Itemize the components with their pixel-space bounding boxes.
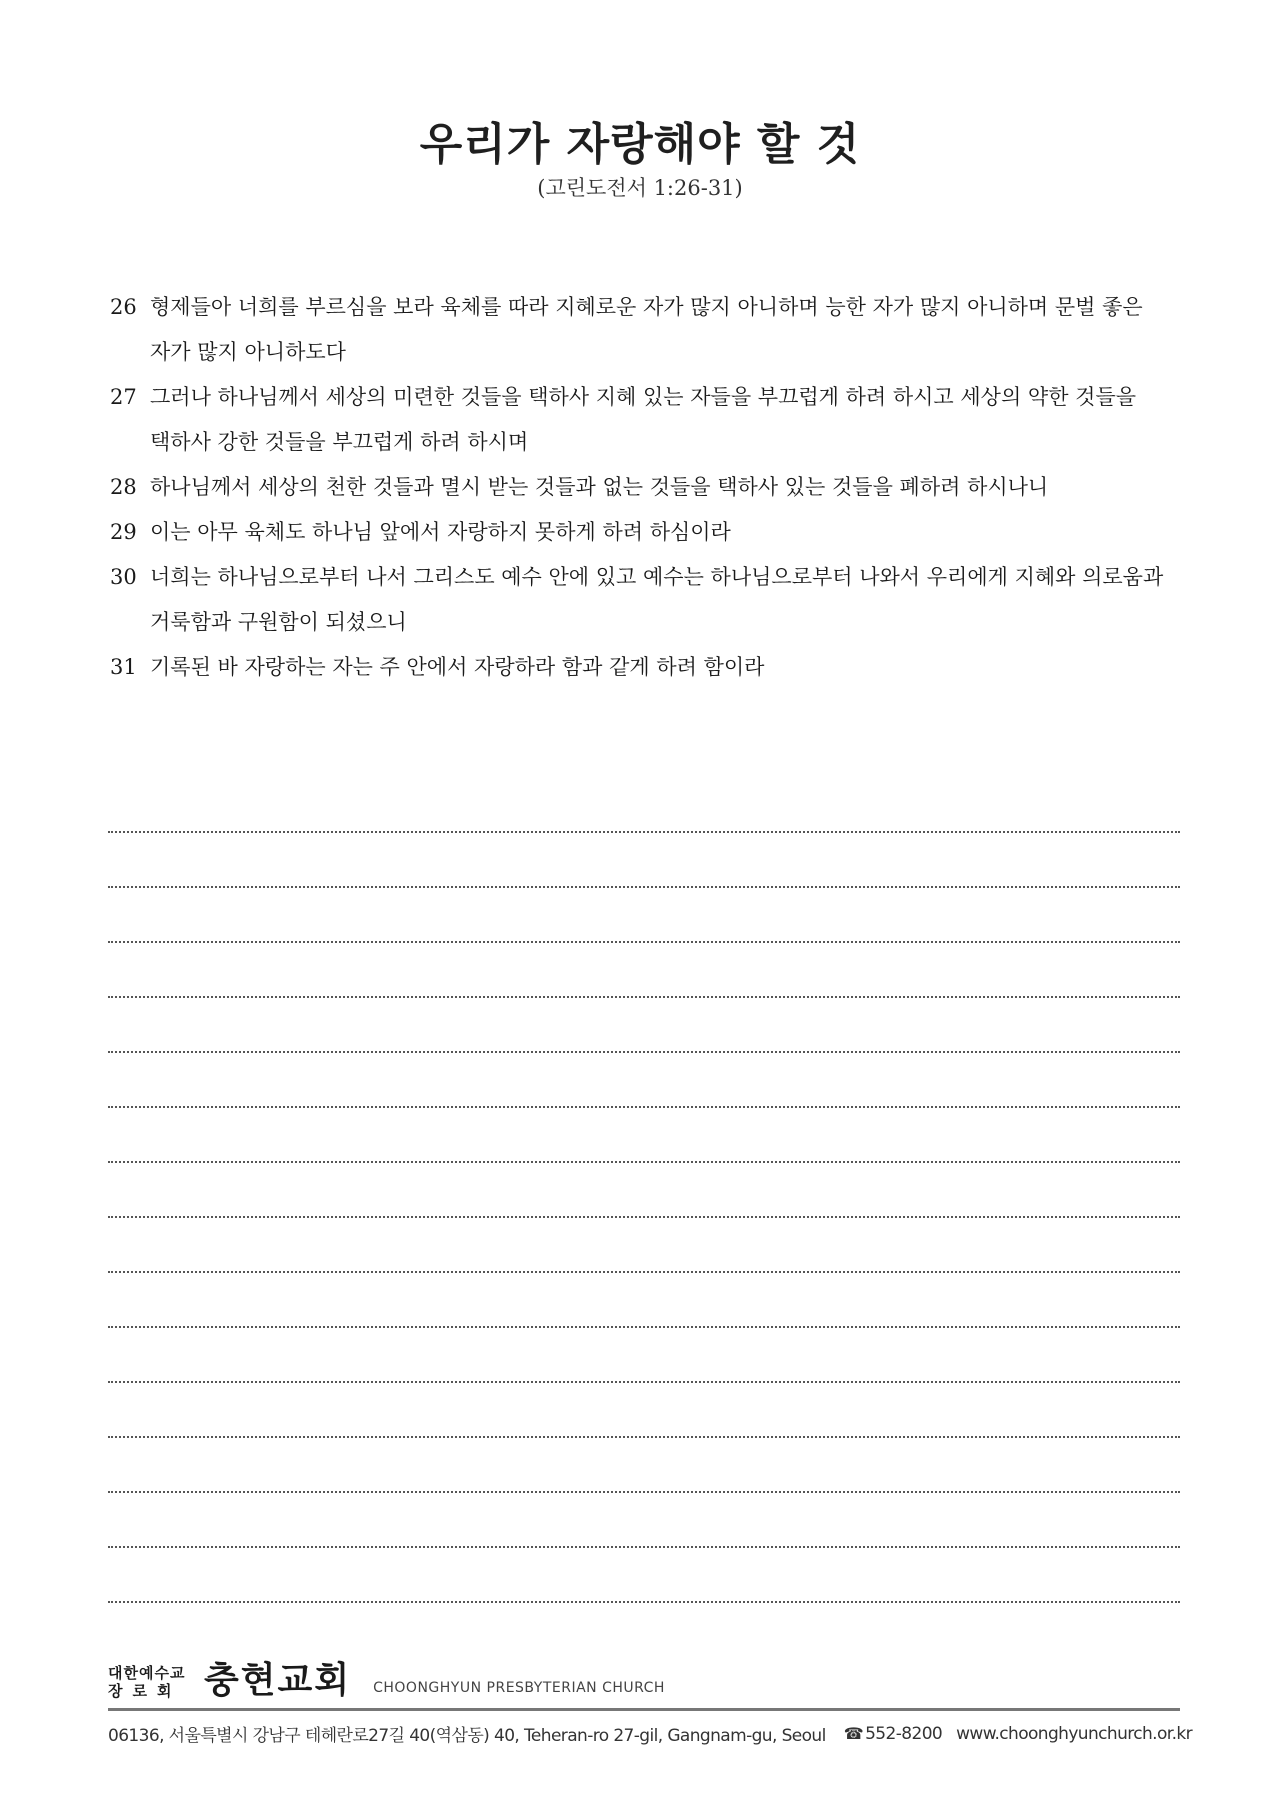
verse-text: 형제들아 너희를 부르심을 보라 육체를 따라 지혜로운 자가 많지 아니하며 능한 자가 많지 아니하며 문벌 좋은 자가 많지 아니하도다 [150, 295, 1143, 364]
verse-list [110, 285, 1180, 690]
note-line[interactable] [108, 888, 1180, 943]
note-line[interactable] [108, 1053, 1180, 1108]
note-line[interactable] [108, 1163, 1180, 1218]
note-line[interactable] [108, 778, 1180, 833]
denomination-label [108, 1664, 196, 1700]
verse-28 [110, 465, 1180, 510]
phone [844, 1724, 942, 1744]
note-line[interactable] [108, 943, 1180, 998]
document-title: 우리가 자랑해야 할 것 [419, 119, 861, 170]
footer [108, 1640, 1193, 1746]
note-lines [108, 778, 1180, 1603]
church-name: 충현교회 [204, 1659, 352, 1701]
note-line[interactable] [108, 1493, 1180, 1548]
note-line[interactable] [108, 1108, 1180, 1163]
verse-text: 이는 아무 육체도 하나님 앞에서 자랑하지 못하게 하려 하심이라 [150, 520, 731, 544]
note-line[interactable] [108, 1218, 1180, 1273]
verse-text: 그러나 하나님께서 세상의 미련한 것들을 택하사 지혜 있는 자들을 부끄럽게 하려 하시고 세상의 약한 것들을 택하사 강한 것들을 부끄럽게 하려 하시며 [150, 385, 1137, 454]
address: 06136, 서울특별시 강남구 테헤란로27길 40(역삼동) 40, Teheran-ro 27-gil, Gangnam-gu, Seoul [108, 1726, 826, 1746]
verse-number: 28 [110, 475, 137, 499]
verse-30 [110, 555, 1180, 645]
verse-26 [110, 285, 1180, 375]
note-line[interactable] [108, 1328, 1180, 1383]
verse-number: 29 [110, 520, 137, 544]
scripture-reference: (고린도전서 1:26-31) [537, 176, 743, 200]
note-line[interactable] [108, 833, 1180, 888]
note-line[interactable] [108, 1548, 1180, 1603]
verse-number: 31 [110, 655, 137, 679]
note-line[interactable] [108, 1273, 1180, 1328]
denomination-line1: 대한예수교 [108, 1664, 186, 1682]
verse-number: 27 [110, 385, 137, 409]
verse-text: 기록된 바 자랑하는 자는 주 안에서 자랑하라 함과 같게 하려 함이라 [150, 655, 765, 679]
verse-number: 26 [110, 295, 137, 319]
verse-27 [110, 375, 1180, 465]
verse-text: 하나님께서 세상의 천한 것들과 멸시 받는 것들과 없는 것들을 택하사 있는 것들을 폐하려 하시나니 [150, 475, 1049, 499]
verse-29 [110, 510, 1180, 555]
phone-number: 552-8200 [865, 1723, 943, 1744]
telephone-icon: ☎ [843, 1724, 864, 1743]
verse-31 [110, 645, 1180, 690]
denomination-line2: 장로회 [108, 1682, 182, 1700]
verse-text: 너희는 하나님으로부터 나서 그리스도 예수 안에 있고 예수는 하나님으로부터 나와서 우리에게 지혜와 의로움과 거룩함과 구원함이 되셨으니 [150, 565, 1164, 634]
note-line[interactable] [108, 1438, 1180, 1493]
church-name-english: CHOONGHYUN PRESBYTERIAN CHURCH [373, 1680, 665, 1696]
footer-divider [108, 1708, 1180, 1711]
church-logo [108, 1640, 1180, 1700]
note-line[interactable] [108, 998, 1180, 1053]
verse-number: 30 [110, 565, 137, 589]
contact-line [108, 1721, 1193, 1746]
note-line[interactable] [108, 1383, 1180, 1438]
website-link[interactable]: www.choonghyunchurch.or.kr [956, 1723, 1193, 1744]
